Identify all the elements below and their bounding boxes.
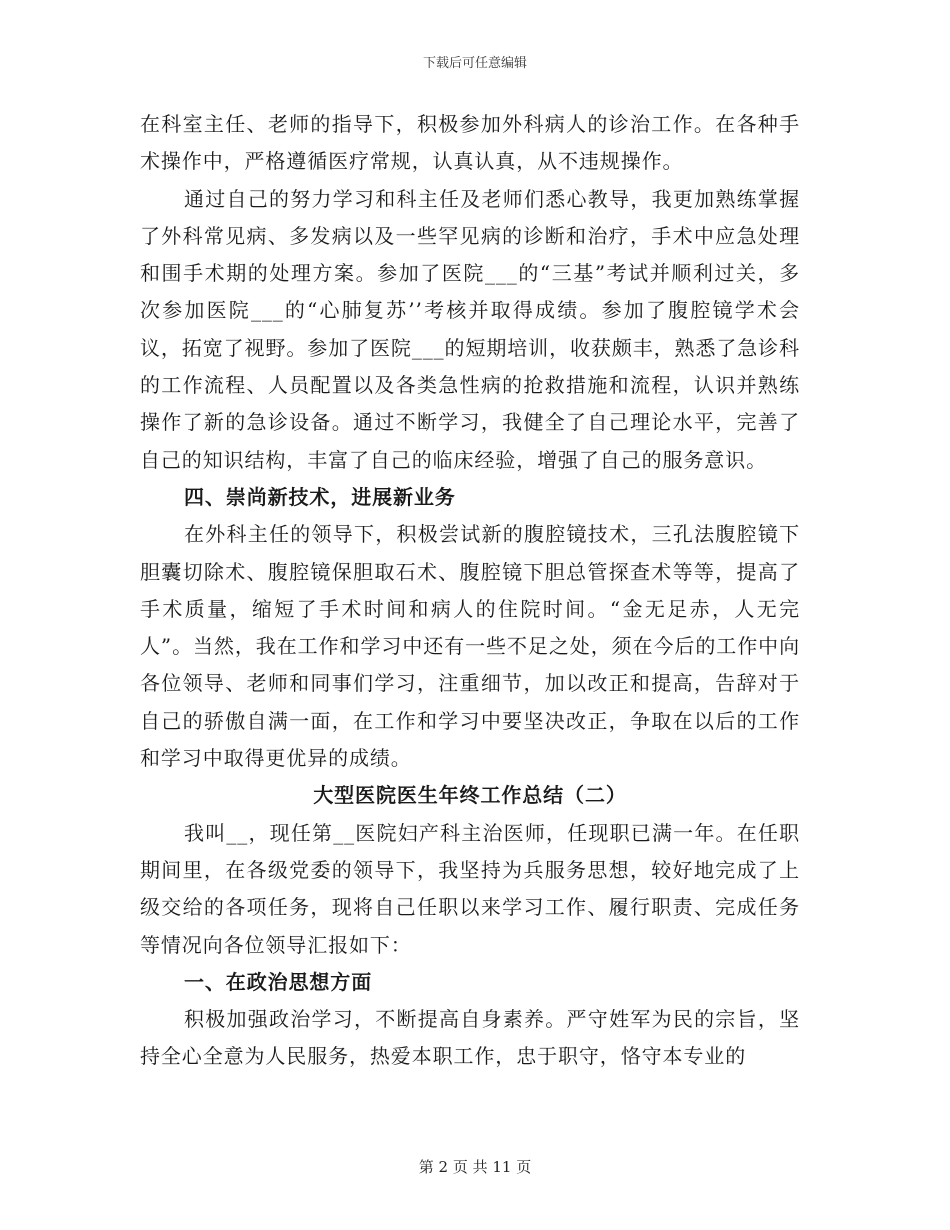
document-title: 大型医院医生年终工作总结（二）	[313, 783, 627, 808]
section-heading-new-technology: 四、崇尚新技术，进展新业务	[184, 484, 456, 509]
section-heading-political: 一、在政治思想方面	[184, 969, 373, 994]
page-header: 下载后可任意编辑	[422, 56, 527, 71]
page-footer: 第 2 页 共 11 页	[418, 1158, 532, 1176]
paragraph-study: 通过自己的努力学习和科主任及老师们悉心教导，我更加熟练掌握了外科常见病、多发病以及一些罕见病的诊断和治疗，手术中应急处理和围手术期的处理方案。参加了医院___的“三基”考试并顺利过关，多次参加医院___的“心肺复苏’’考核并取得成绩。参加了腹腔镜学术会议，拓宽了视野。参加了医院___的短期培训，收获颇丰，熟悉了急诊科的工作流程、人员配置以及各类急性病的抢救措施和流程，认识并熟练操作了新的急诊设备。通过不断学习，我健全了自己理论水平，完善了自己的知识结构，丰富了自己的临床经验，增强了自己的服务意识。	[140, 186, 800, 472]
paragraph-political: 积极加强政治学习，不断提高自身素养。严守姓军为民的宗旨，坚持全心全意为人民服务，热爱本职工作，忠于职守，恪守本专业的	[140, 1007, 800, 1069]
paragraph-laparoscopy: 在外科主任的领导下，积极尝试新的腹腔镜技术，三孔法腹腔镜下胆囊切除术、腹腔镜保胆取石术、腹腔镜下胆总管探查术等等，提高了手术质量，缩短了手术时间和病人的住院时间。“金无足赤，人无完人”。当然，我在工作和学习中还有一些不足之处，须在今后的工作中向各位领导、老师和同事们学习，注重细节，加以改正和提高，告辞对于自己的骄傲自满一面，在工作和学习中要坚决改正，争取在以后的工作和学习中取得更优异的成绩。	[140, 522, 800, 771]
paragraph-continued: 在科室主任、老师的指导下，积极参加外科病人的诊治工作。在各种手术操作中，严格遵循医疗常规，认真认真，从不违规操作。	[140, 112, 800, 174]
paragraph-introduction: 我叫__，现任第__医院妇产科主治医师，任现职已满一年。在任职期间里，在各级党委的领导下，我坚持为兵服务思想，较好地完成了上级交给的各项任务，现将自己任职以来学习工作、履行职责、完成任务等情况向各位领导汇报如下：	[140, 820, 800, 957]
document-body	[140, 106, 800, 1076]
